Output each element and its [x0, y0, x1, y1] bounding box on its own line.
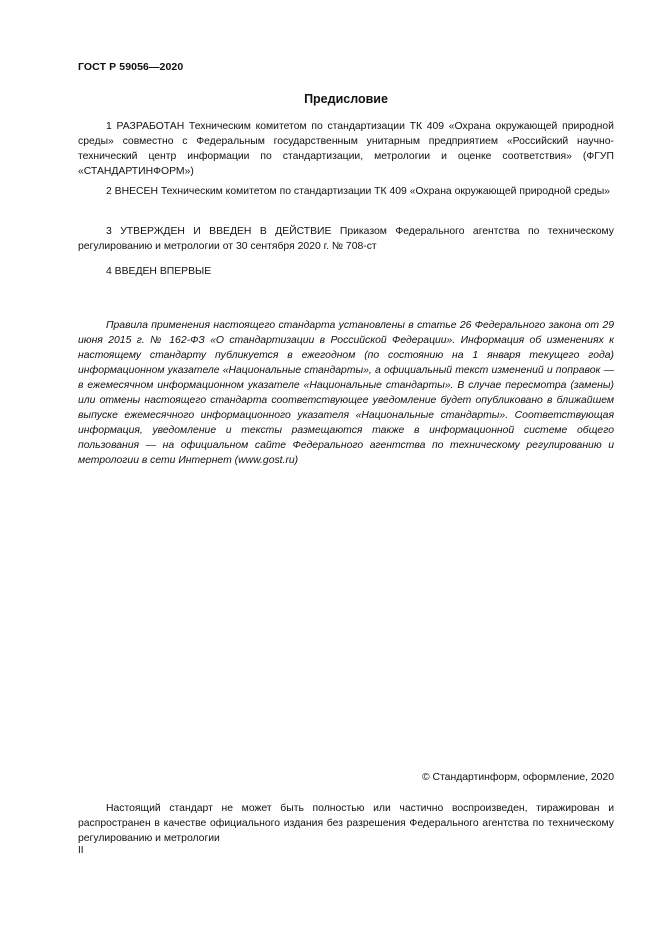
copyright-line: © Стандартинформ, оформление, 2020 — [421, 772, 614, 783]
page-number: II — [78, 845, 84, 856]
page-title: Предисловие — [304, 92, 388, 106]
paragraph-developed: 1 РАЗРАБОТАН Техническим комитетом по стандартизации ТК 409 «Охрана окружающей природной среды» совместно с Федеральным государственным унитарным предприятием «Российский научно-технический центр информации по стандартизации, метрологии и оценке соответствия» (ФГУП «СТАНДАРТИНФОРМ») — [78, 121, 614, 177]
paragraph-introduced: 2 ВНЕСЕН Техническим комитетом по стандартизации ТК 409 «Охрана окружающей природной среды» — [106, 186, 610, 197]
document-code: ГОСТ Р 59056—2020 — [78, 61, 184, 73]
paragraph-approved: 3 УТВЕРЖДЕН И ВВЕДЕН В ДЕЙСТВИЕ Приказом Федерального агентства по техническому регулированию и метрологии от 30 сентября 2020 г. № 708-ст — [78, 226, 614, 252]
rules-of-application-text: Правила применения настоящего стандарта установлены в статье 26 Федерального закона от 29 июня 2015 г. № 162-ФЗ «О стандартизации в Российской Федерации». Информация об изменениях к настоящему стандарту публикуется в ежегодном (по состоянию на 1 января текущего года) информационном указателе «Национальные стандарты», а официальный текст изменений и поправок — в ежемесячном информационном указателе «Национальные стандарты». В случае пересмотра (замены) или отмены настоящего стандарта соответствующее уведомление будет опубликовано в ближайшем выпуске ежемесячного информационного указателя «Национальные стандарты». Соответствующая информация, уведомление и тексты размещаются также в информационной системе общего пользования — на официальном сайте Федерального агентства по техническому регулированию и метрологии в сети Интернет (www.gost.ru) — [78, 320, 614, 466]
reproduction-notice: Настоящий стандарт не может быть полностью или частично воспроизведен, тиражирован и распространен в качестве официального издания без разрешения Федерального агентства по техническому регулированию и метрологии — [78, 803, 614, 844]
paragraph-first-introduced: 4 ВВЕДЕН ВПЕРВЫЕ — [106, 266, 212, 277]
